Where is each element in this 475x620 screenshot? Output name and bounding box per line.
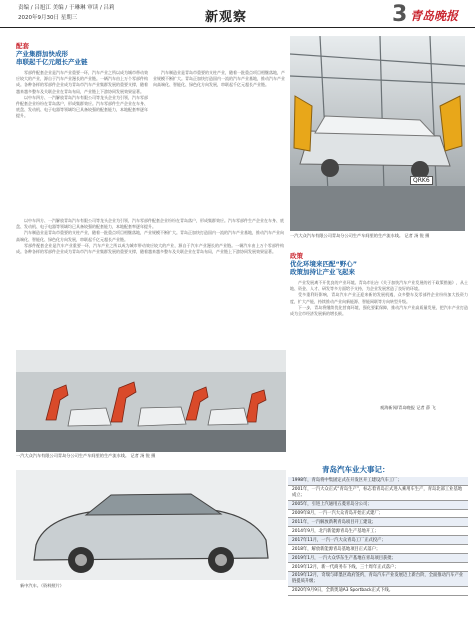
factory-photo-wide bbox=[16, 350, 286, 452]
article1-headline-line1: 产业集群加快成形 bbox=[16, 50, 68, 58]
vehicle-label: QRK6 bbox=[410, 176, 433, 185]
article2-headline-line2: 政策加持让产业飞起来 bbox=[290, 268, 355, 276]
article2-paragraph: 产业发展离不开优良的产业环境。青岛市出台《关于加快汽车产业发展的若干政策措施》，从土地、资金、人才、研发等多方面给予支持，为企业发展营造了良好的环境。 bbox=[290, 280, 468, 292]
timeline-item: 2005年，引进上汽通用五菱青岛分公司； bbox=[288, 501, 468, 510]
photo-wide-caption: 一汽大众汽车有限公司青岛分公司生产车间里的生产流水线。 记者 汤 锐 摄 bbox=[16, 453, 156, 458]
timeline-item: 2019年12月，奇瑞与即墨区政府签约，青岛汽车产业发展迈上新台阶，全面推动汽车产业链提质升级； bbox=[288, 572, 468, 587]
issue-date: 2020年9月30日 星期三 bbox=[18, 15, 78, 21]
article1-body-col1 bbox=[16, 70, 148, 216]
article1-headline-line2: 串联起千亿元超长产业链 bbox=[16, 58, 88, 66]
article2-body bbox=[290, 280, 468, 400]
timeline-item: 2009年8月，一汽一汽大众青岛开始正式建厂； bbox=[288, 510, 468, 519]
section-title: 新观察 bbox=[205, 10, 248, 25]
article1-body-cont bbox=[16, 218, 284, 346]
article1-paragraph: 零部件配套企业是汽车产业重要一环，汽车产业之所以成为城市带动效应较大的产业，源自于汽车产业漫长的产业链。一辆汽车由上万个零部件构成。各种各样的零部件企业成为青岛市汽车产业集群发展的重要支撑，随着越来越多整车及关联企业在青岛布局，产业链上下游协同发展效果显著。 bbox=[16, 242, 284, 255]
page-number: 3 bbox=[392, 2, 408, 27]
article1-kicker: 配套 bbox=[16, 42, 29, 50]
editor-credits: 责编 / 吕旭江 美编 / 于琳琳 审读 / 吕莉 bbox=[18, 5, 115, 11]
robot-assembly-illustration bbox=[16, 350, 286, 452]
article1-paragraph: 零部件配套企业是汽车产业重要一环，汽车产业之所以成为城市带动效应较大的产业，源自于汽车产业漫长的产业链。一辆汽车由上万个零部件构成。各种各样的零部件企业成为青岛市汽车产业集群发展的重要支撑，随着越来越多整车及关联企业在青岛布局，产业链上下游协同发展效果显著。 bbox=[16, 70, 148, 94]
factory-photo-top bbox=[290, 36, 465, 231]
timeline-item: 2019年12月，新一代商务车下线，三十周年正式落户； bbox=[288, 563, 468, 572]
article1-body-col2 bbox=[153, 70, 285, 216]
timeline-item: 2011年，一汽解放新利青岛项目开工建设； bbox=[288, 518, 468, 527]
timeline-item: 2019年1月，一汽大众华东生产基地在青岛项目获批； bbox=[288, 554, 468, 563]
timeline-item: 1998年，青岛将中集固定式在开发区开工建设汽车工厂； bbox=[288, 477, 468, 486]
car-illustration bbox=[16, 470, 286, 580]
timeline-item: 2001年，一汽大众正式“青岛生产”，标志着青岛正式进入乘用车生产，青岛北部工业基地成立； bbox=[288, 486, 468, 501]
timeline-item: 2018年，解放新能源青岛基地项目正式落户； bbox=[288, 545, 468, 554]
timeline-list bbox=[288, 477, 468, 596]
timeline-item: 2017年11月，一汽一汽大众青岛工厂正式投产； bbox=[288, 536, 468, 545]
article1-paragraph: 汽车制造业是青岛市重要的支柱产业，随着一批重点项目相继落地，产业规模不断扩大。青岛正加快打造国内一流的汽车产业基地，推动汽车产业向高端化、智能化、绿色化方向发展，串联起千亿元超长产业链。 bbox=[16, 230, 284, 242]
article1-paragraph: 以中车四方、一汽解放青岛汽车有限公司等龙头企业为引领，汽车零部件配套企业纷纷在青岛落户，形成集群效应。汽车零部件生产企业在车身、底盘、发动机、电子电器等领域均已具备较强的配套能力，本地配套率逐年提升。 bbox=[16, 218, 284, 230]
article1-paragraph: 以中车四方、一汽解放青岛汽车有限公司等龙头企业为引领，汽车零部件配套企业纷纷在青岛落户，形成集群效应。汽车零部件生产企业在车身、底盘、发动机、电子电器等领域均已具备较强的配套能力，本地配套率逐年提升。 bbox=[16, 94, 148, 119]
article2-headline-line1: 优化环境来匹配“野心” bbox=[290, 260, 358, 268]
photo-top-caption: 一汽大众汽车有限公司青岛分公司生产车间里的生产流水线。 记者 汤 锐 摄 bbox=[290, 233, 430, 238]
timeline-item: 2014年9月，北汽新能源青岛生产基地开工； bbox=[288, 527, 468, 536]
timeline-title: 青岛汽车业大事记： bbox=[322, 465, 390, 474]
newspaper-logo: 青岛晚报 bbox=[410, 9, 459, 23]
assembly-line-illustration bbox=[290, 36, 465, 231]
article2-paragraph: 下一步，青岛将继续优化营商环境，强化要素保障，推动汽车产业高质量发展，把汽车产业打造成为全市经济发展新的增长极。 bbox=[290, 304, 468, 317]
car-photo bbox=[16, 470, 286, 580]
article2-paragraph: 受多重利好影响，青岛汽车产业正迎来新的发展机遇，众多整车及零部件企业纷纷加大投资力度，扩大产能，持续推动产业向新能源、智能网联等方向转型升级。 bbox=[290, 292, 468, 304]
article2-kicker: 政策 bbox=[290, 252, 303, 260]
timeline-item: 2020年9月9日，全新奥迪A3 Sportback正式下线。 bbox=[288, 587, 468, 596]
page-header bbox=[0, 0, 475, 28]
article1-paragraph: 汽车制造业是青岛市重要的支柱产业，随着一批重点项目相继落地，产业规模不断扩大。青岛正加快打造国内一流的汽车产业基地，推动汽车产业向高端化、智能化、绿色化方向发展，串联起千亿元超长产业链。 bbox=[153, 70, 285, 88]
article2-byline: 观海新闻/青岛晚报 记者 薛 飞 bbox=[380, 405, 436, 410]
car-photo-caption: 新中汽车。（资料照片） bbox=[20, 583, 64, 588]
